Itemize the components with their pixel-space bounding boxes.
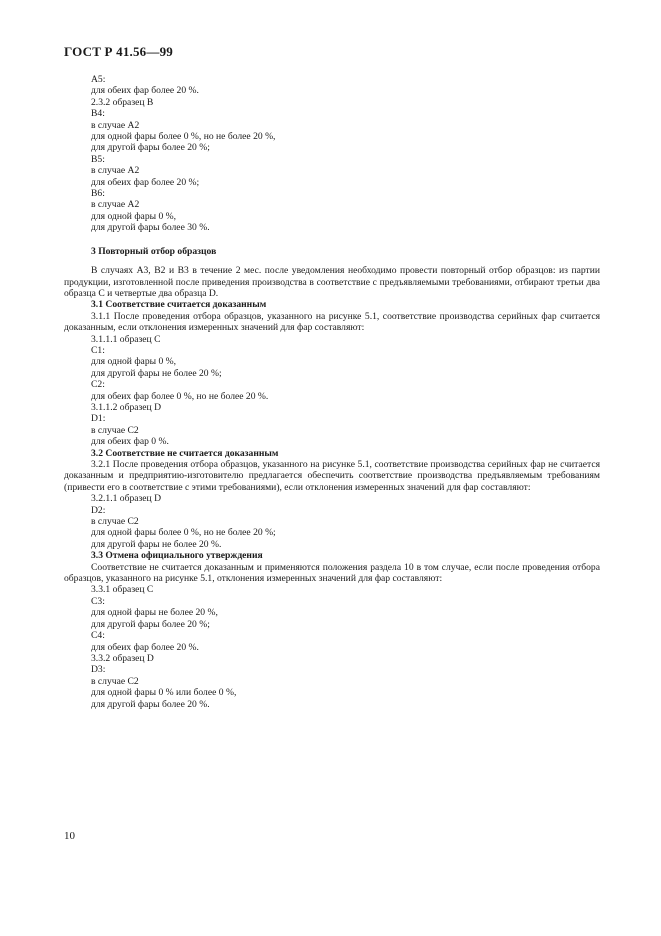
text-line: С2:	[91, 379, 105, 391]
text-line: 2.3.2 образец В	[91, 96, 154, 108]
paragraph: В случаях А3, В2 и В3 в течение 2 мес. после уведомления необходимо провести повторный отбор образцов: из партии продукции, изготовленной после приведения производства в соответствие с предъявляемыми требованиями, отбирают третьи два образца С и четвертые два образца D.	[64, 265, 600, 299]
text-line: В5:	[91, 153, 105, 165]
text-line: для обеих фар 0 %.	[91, 436, 169, 448]
text-line: для другой фары более 20 %.	[91, 698, 210, 710]
text-line: для одной фары 0 % или более 0 %,	[91, 687, 237, 699]
text-line: С1:	[91, 344, 105, 356]
text-line: в случае А2	[91, 119, 140, 131]
text-line: в случае А2	[91, 165, 140, 177]
text-line: для одной фары не более 20 %,	[91, 607, 218, 619]
text-line: для одной фары 0 %,	[91, 210, 177, 222]
section-heading: 3 Повторный отбор образцов	[91, 245, 217, 257]
document-header: ГОСТ Р 41.56—99	[64, 44, 173, 59]
subsection-heading: 3.3 Отмена официального утверждения	[91, 550, 263, 562]
text-line: для одной фары более 0 %, но не более 20 %,	[91, 131, 276, 143]
text-line: D1:	[91, 413, 106, 425]
paragraph: Соответствие не считается доказанным и применяются положения раздела 10 в том случае, если после проведения отбора образцов, указанного на рисунке 5.1, отклонения измеренных значений для фар составляют:	[64, 561, 600, 585]
document-body	[64, 74, 600, 710]
text-line: 3.3.2 образец D	[91, 652, 154, 664]
text-line: в случае С2	[91, 675, 139, 687]
text-line: А5:	[91, 74, 106, 85]
text-line: в случае С2	[91, 516, 139, 528]
text-line: В6:	[91, 188, 105, 200]
text-line: С4:	[91, 630, 105, 642]
text-line: 3.3.1 образец С	[91, 584, 154, 596]
text-line: 3.2.1.1 образец D	[91, 493, 162, 505]
text-line: С3:	[91, 595, 105, 607]
subsection-heading: 3.1 Соответствие считается доказанным	[91, 299, 267, 311]
text-line: 3.1.1.1 образец С	[91, 333, 161, 345]
text-line: для другой фары более 20 %;	[91, 618, 210, 630]
text-line: В4:	[91, 108, 105, 120]
text-line: D3:	[91, 664, 106, 676]
text-line: для одной фары более 0 %, но не более 20 %;	[91, 527, 276, 539]
paragraph: 3.2.1 После проведения отбора образцов, указанного на рисунке 5.1, соответствие производства серийных фар не считается доказанным и предприятию-изготовителю предлагается обеспечить соответствие производства предъявляемым требованиям (привести его в соответствие с этими требованиями), если отклонения измеренных значений для фар составляют:	[64, 459, 600, 493]
subsection-heading: 3.2 Соответствие не считается доказанным	[91, 447, 279, 459]
page-number: 10	[64, 830, 75, 842]
text-line: в случае А2	[91, 199, 140, 211]
text-line: для другой фары не более 20 %;	[91, 367, 222, 379]
text-line: для обеих фар более 20 %.	[91, 641, 199, 653]
text-line: для другой фары не более 20 %.	[91, 538, 222, 550]
text-line: D2:	[91, 504, 106, 516]
text-line: в случае С2	[91, 424, 139, 436]
text-line: для другой фары более 30 %.	[91, 222, 210, 234]
text-line: для одной фары 0 %,	[91, 356, 177, 368]
text-line: для обеих фар более 0 %, но не более 20 %.	[91, 390, 269, 402]
text-line: для обеих фар более 20 %;	[91, 176, 200, 188]
text-line: 3.1.1.2 образец D	[91, 401, 162, 413]
text-line: для другой фары более 20 %;	[91, 142, 210, 154]
paragraph: 3.1.1 После проведения отбора образцов, указанного на рисунке 5.1, соответствие производства серийных фар считается доказанным, если отклонения измеренных значений для фар составляют:	[64, 310, 600, 334]
text-line: для обеих фар более 20 %.	[91, 85, 199, 97]
